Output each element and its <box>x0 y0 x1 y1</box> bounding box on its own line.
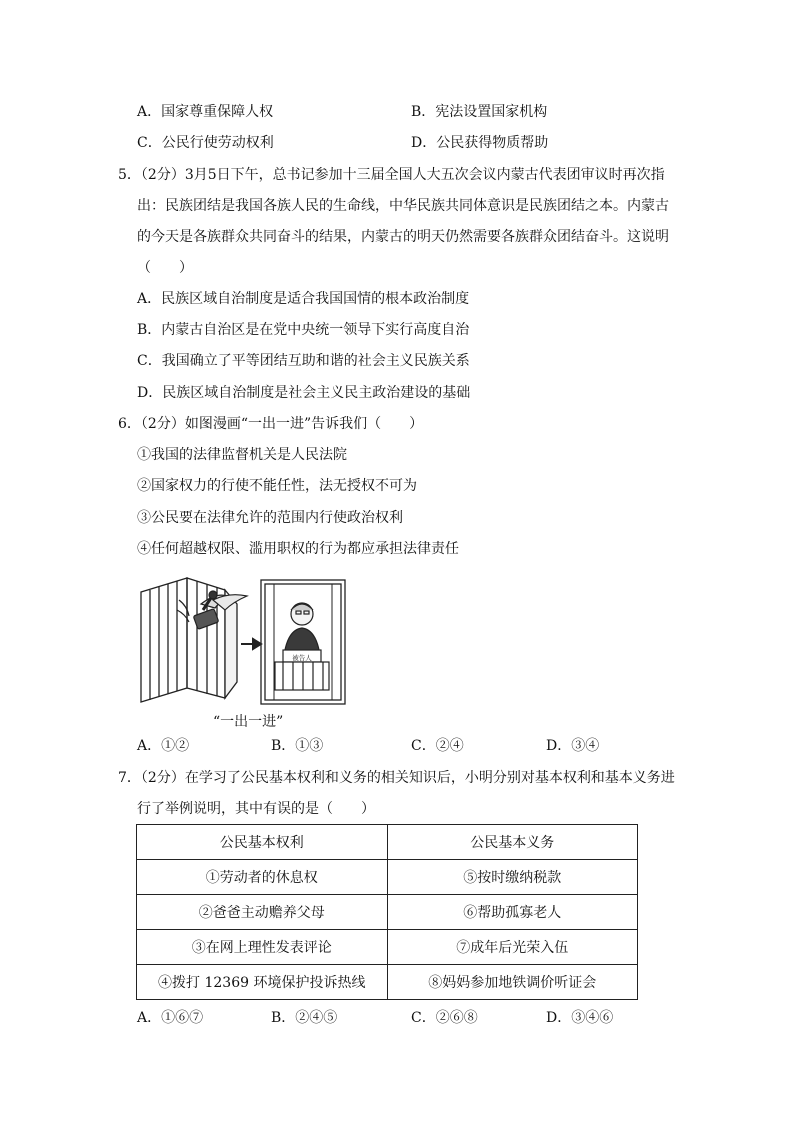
q5-option-a: A．民族区域自治制度是适合我国国情的根本政治制度 <box>137 291 470 307</box>
q5-stem-line-4: （ ） <box>137 260 193 276</box>
table-cell: ⑥帮助孤寡老人 <box>387 895 638 930</box>
q5-stem-line-3: 的今天是各族群众共同奋斗的结果，内蒙古的明天仍然需要各族群众团结奋斗。这说明 <box>137 229 669 245</box>
q5-stem-line-1: 5．（2分）3月5日下午，总书记参加十三届全国人大五次会议内蒙古代表团审议时再次指 <box>118 167 665 183</box>
table-header-row <box>137 825 638 860</box>
q7-option-a: A．①⑥⑦ <box>137 1010 204 1026</box>
q6-statement-1: ①我国的法律监督机关是人民法院 <box>137 447 347 463</box>
q7-option-b: B．②④⑤ <box>271 1010 338 1026</box>
table-cell: ②爸爸主动赡养父母 <box>137 895 388 930</box>
table-cell: ①劳动者的休息权 <box>137 860 388 895</box>
q5-option-d: D．民族区域自治制度是社会主义民主政治建设的基础 <box>137 385 471 401</box>
table-cell: ⑧妈妈参加地铁调价听证会 <box>387 965 638 1000</box>
q7-option-c: C．②⑥⑧ <box>411 1010 478 1026</box>
q7-stem-line-1: 7．（2分）在学习了公民基本权利和义务的相关知识后，小明分别对基本权利和基本义务进 <box>118 770 675 786</box>
q5-option-b: B．内蒙古自治区是在党中央统一领导下实行高度自治 <box>137 322 470 338</box>
q5-option-c: C．我国确立了平等团结互助和谐的社会主义民族关系 <box>137 353 470 369</box>
q4-option-a: A．国家尊重保障人权 <box>137 104 274 120</box>
defendant-sign-text: 被告人 <box>292 654 312 662</box>
table-cell: ⑦成年后光荣入伍 <box>387 930 638 965</box>
rights-duties-table <box>136 824 638 1000</box>
q6-option-a: A．①② <box>137 738 190 754</box>
q6-option-c: C．②④ <box>411 738 464 754</box>
table-row <box>137 930 638 965</box>
q6-statement-4: ④任何超越权限、滥用职权的行为都应承担法律责任 <box>137 541 459 557</box>
q6-option-d: D．③④ <box>546 738 600 754</box>
q4-option-d: D．公民获得物质帮助 <box>411 135 549 151</box>
table-header-cell: 公民基本权利 <box>137 825 388 860</box>
cartoon-caption: “一出一进” <box>213 714 284 730</box>
q4-option-b: B．宪法设置国家机构 <box>411 104 548 120</box>
q4-option-c: C．公民行使劳动权利 <box>137 135 274 151</box>
table-cell: ⑤按时缴纳税款 <box>387 860 638 895</box>
table-row <box>137 965 638 1000</box>
q7-stem-line-2: 行了举例说明，其中有误的是（ ） <box>137 801 375 817</box>
table-cell: ③在网上理性发表评论 <box>137 930 388 965</box>
table-header-cell: 公民基本义务 <box>387 825 638 860</box>
table-row <box>137 860 638 895</box>
defendant-figure <box>275 603 329 690</box>
q6-statement-3: ③公民要在法律允许的范围内行使政治权利 <box>137 510 403 526</box>
q5-stem-line-2: 出：民族团结是我国各族人民的生命线，中华民族共同体意识是民族团结之本。内蒙古 <box>137 198 669 214</box>
cartoon-illustration <box>137 570 352 710</box>
table-row <box>137 895 638 930</box>
table-cell: ④拨打 12369 环境保护投诉热线 <box>137 965 388 1000</box>
q6-statement-2: ②国家权力的行使不能任性，法无授权不可为 <box>137 478 417 494</box>
q7-option-d: D．③④⑥ <box>546 1010 614 1026</box>
q6-option-b: B．①③ <box>271 738 324 754</box>
q6-stem: 6．（2分）如图漫画“一出一进”告诉我们（ ） <box>118 416 424 432</box>
arrow-icon <box>241 639 261 649</box>
